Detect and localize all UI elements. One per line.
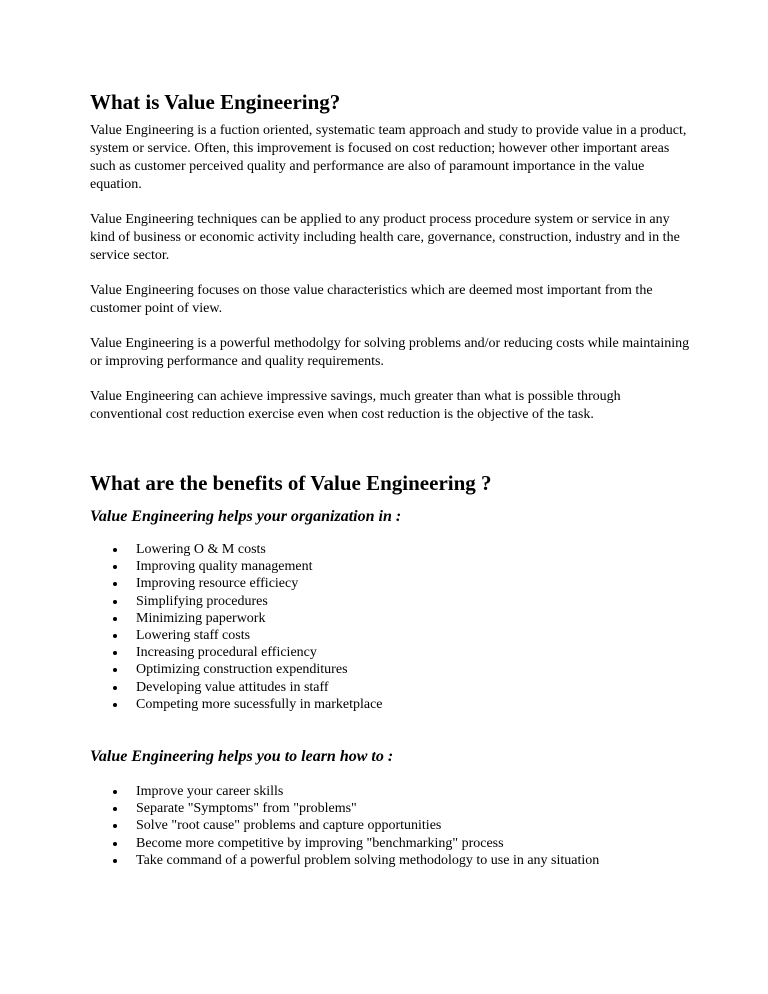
bullet-icon xyxy=(113,565,117,569)
list-item: Take command of a powerful problem solving methodology to use in any situation xyxy=(90,852,690,869)
bullet-icon xyxy=(113,634,117,638)
list-item: Separate "Symptoms" from "problems" xyxy=(90,800,690,817)
bullet-icon xyxy=(113,686,117,690)
bullet-icon xyxy=(113,668,117,672)
bullet-icon xyxy=(113,824,117,828)
paragraph-savings: Value Engineering can achieve impressive savings, much greater than what is possible through conventional cost reduction exercise even when cost reduction is the objective of the task. xyxy=(90,389,621,422)
bullet-icon xyxy=(113,548,117,552)
paragraph-customer-focus: Value Engineering focuses on those value characteristics which are deemed most important from the customer point of view. xyxy=(90,283,653,316)
list-item: Lowering O & M costs xyxy=(90,541,690,558)
bullet-icon xyxy=(113,842,117,846)
bullet-icon xyxy=(113,790,117,794)
bullet-icon xyxy=(113,600,117,604)
bullet-icon xyxy=(113,617,117,621)
bullet-icon xyxy=(113,859,117,863)
list-item: Competing more sucessfully in marketplace xyxy=(90,696,690,713)
bullet-icon xyxy=(113,651,117,655)
subheading-learn: Value Engineering helps you to learn how to : xyxy=(90,748,394,766)
section-heading-benefits: What are the benefits of Value Engineering ? xyxy=(90,471,492,495)
list-item: Increasing procedural efficiency xyxy=(90,644,690,661)
paragraph-applications: Value Engineering techniques can be applied to any product process procedure system or service in any kind of business or economic activity including health care, governance, construction, industry and in the service sector. xyxy=(90,212,680,263)
list-item: Improve your career skills xyxy=(90,783,690,800)
organization-benefits-list xyxy=(90,541,690,713)
paragraph-definition: Value Engineering is a fuction oriented, systematic team approach and study to provide value in a product, system or service. Often, this improvement is focused on cost reduction; however other important areas such as customer perceived quality and performance are also of paramount importance in the value equation. xyxy=(90,123,687,192)
bullet-icon xyxy=(113,582,117,586)
list-item: Improving resource efficiecy xyxy=(90,575,690,592)
list-item: Optimizing construction expenditures xyxy=(90,661,690,678)
list-item: Solve "root cause" problems and capture opportunities xyxy=(90,817,690,834)
list-item: Minimizing paperwork xyxy=(90,610,690,627)
list-item: Developing value attitudes in staff xyxy=(90,679,690,696)
document-page xyxy=(90,88,690,869)
bullet-icon xyxy=(113,703,117,707)
list-item: Become more competitive by improving "benchmarking" process xyxy=(90,835,690,852)
subheading-organization: Value Engineering helps your organization in : xyxy=(90,508,402,525)
section-heading-what-is-value-engineering: What is Value Engineering? xyxy=(90,90,341,114)
learning-outcomes-list xyxy=(90,783,690,869)
paragraph-methodology: Value Engineering is a powerful methodolgy for solving problems and/or reducing costs while maintaining or improving performance and quality requirements. xyxy=(90,336,690,369)
bullet-icon xyxy=(113,807,117,811)
list-item: Lowering staff costs xyxy=(90,627,690,644)
list-item: Simplifying procedures xyxy=(90,593,690,610)
list-item: Improving quality management xyxy=(90,558,690,575)
